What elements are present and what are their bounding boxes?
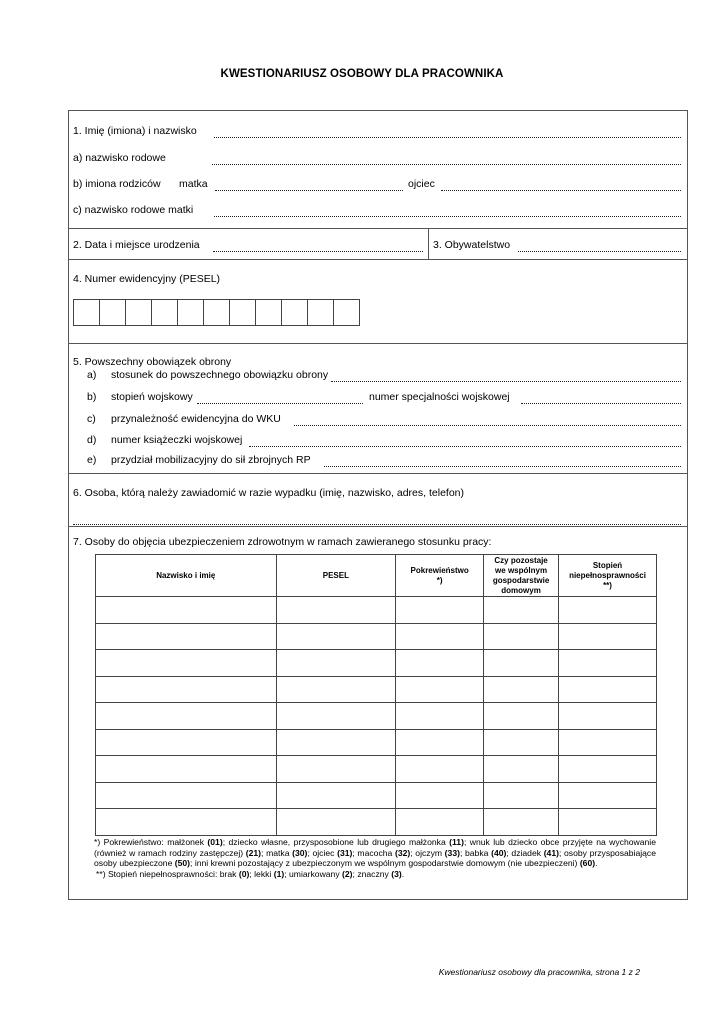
col-kinship-header: Pokrewieństwo *): [396, 555, 484, 597]
table-cell[interactable]: [276, 650, 396, 677]
footnote-text: **) Stopień niepełnosprawności: brak: [96, 868, 239, 879]
father-name-field[interactable]: [441, 180, 681, 191]
table-cell[interactable]: [276, 597, 396, 624]
pesel-digit-box[interactable]: [333, 299, 360, 326]
father-label: ojciec: [408, 178, 435, 190]
footnote-code: (60): [579, 858, 596, 869]
table-cell[interactable]: [559, 623, 657, 650]
table-cell[interactable]: [276, 809, 396, 836]
table-row: [96, 623, 657, 650]
wku-registration-label: przynależność ewidencyjna do WKU: [111, 413, 281, 425]
table-row: [96, 597, 657, 624]
footnote-text: ; ojciec: [307, 847, 338, 858]
pesel-digit-box[interactable]: [125, 299, 152, 326]
table-cell[interactable]: [559, 676, 657, 703]
table-cell[interactable]: [276, 729, 396, 756]
footnote-code: (01): [207, 837, 223, 847]
pesel-boxes: [73, 299, 360, 326]
pesel-digit-box[interactable]: [203, 299, 230, 326]
table-cell[interactable]: [396, 597, 484, 624]
table-cell[interactable]: [396, 729, 484, 756]
defense-item-letter: e): [87, 454, 97, 466]
pesel-digit-box[interactable]: [281, 299, 308, 326]
footnote-text: .: [401, 868, 405, 879]
table-cell[interactable]: [96, 597, 277, 624]
military-specialty-field[interactable]: [521, 393, 681, 404]
pesel-digit-box[interactable]: [177, 299, 204, 326]
divider: [69, 228, 687, 229]
table-cell[interactable]: [396, 782, 484, 809]
table-cell[interactable]: [96, 676, 277, 703]
page-footer: Kwestionariusz osobowy dla pracownika, strona 1 z 2: [438, 967, 640, 977]
table-cell[interactable]: [396, 756, 484, 783]
table-cell[interactable]: [96, 809, 277, 836]
table-cell[interactable]: [559, 650, 657, 677]
military-specialty-label: numer specjalności wojskowej: [369, 391, 510, 403]
table-cell[interactable]: [96, 623, 277, 650]
table-cell[interactable]: [484, 729, 559, 756]
footnote-text: *) Pokrewieństwo: małżonek: [94, 837, 208, 847]
kinship-footnote: [94, 837, 656, 869]
table-cell[interactable]: [484, 676, 559, 703]
mother-maiden-name-label: c) nazwisko rodowe matki: [73, 204, 194, 216]
table-cell[interactable]: [396, 809, 484, 836]
footnote-text: ; lekki: [249, 868, 274, 879]
footnote-text: ; babka: [459, 847, 492, 858]
footnote-code: (33): [444, 847, 460, 858]
table-cell[interactable]: [559, 729, 657, 756]
defense-attitude-field[interactable]: [331, 371, 681, 382]
footnote-code: (11): [449, 837, 464, 847]
footnote-text: ; matka: [261, 847, 293, 858]
col-household-header: Czy pozostaje we wspólnym gospodarstwie domowym: [484, 555, 559, 597]
birth-date-place-label: 2. Data i miejsce urodzenia: [73, 239, 200, 251]
table-cell[interactable]: [276, 756, 396, 783]
divider: [428, 228, 429, 259]
footnote-text: ; umiarkowany: [284, 868, 343, 879]
military-booklet-label: numer książeczki wojskowej: [111, 434, 243, 446]
defense-duty-label: 5. Powszechny obowiązek obrony: [73, 356, 232, 368]
divider: [69, 473, 687, 474]
emergency-contact-field[interactable]: [73, 514, 681, 525]
citizenship-field[interactable]: [518, 241, 681, 252]
footnote-code: (30): [292, 847, 308, 858]
table-row: [96, 729, 657, 756]
defense-item-letter: c): [87, 413, 96, 425]
table-cell[interactable]: [559, 597, 657, 624]
divider: [69, 526, 687, 527]
emergency-contact-label: 6. Osoba, którą należy zawiadomić w razie wypadku (imię, nazwisko, adres, telefon): [73, 487, 465, 499]
insured-persons-label: 7. Osoby do objęcia ubezpieczeniem zdrowotnym w ramach zawieranego stosunku pracy:: [73, 536, 492, 548]
footnote-code: (31): [337, 847, 353, 858]
table-row: [96, 676, 657, 703]
footnote-text: ; ojczym: [410, 847, 445, 858]
military-rank-field[interactable]: [197, 393, 363, 404]
pesel-digit-box[interactable]: [255, 299, 282, 326]
footnotes: [94, 837, 656, 879]
footnote-code: (21): [245, 847, 262, 858]
table-row: [96, 703, 657, 730]
footnote-text: ; dziecko własne, przysposobione lub drugiego małżonka: [222, 837, 450, 847]
defense-attitude-label: stosunek do powszechnego obowiązku obrony: [111, 369, 329, 381]
mother-name-field[interactable]: [215, 180, 403, 191]
footnote-text: ; osoby przysposabiające osoby ubezpieczone: [94, 847, 656, 869]
table-cell[interactable]: [276, 782, 396, 809]
table-cell[interactable]: [559, 782, 657, 809]
col-name-header: Nazwisko i imię: [96, 555, 277, 597]
divider: [69, 259, 687, 260]
footnote-text: ; macocha: [352, 847, 395, 858]
birth-date-place-field[interactable]: [213, 241, 423, 252]
table-cell[interactable]: [396, 703, 484, 730]
table-row: [96, 650, 657, 677]
col-disability-header: Stopień niepełnosprawności **): [559, 555, 657, 597]
mother-maiden-name-field[interactable]: [214, 206, 681, 217]
table-cell[interactable]: [484, 650, 559, 677]
military-rank-label: stopień wojskowy: [111, 391, 193, 403]
footnote-text: ; dziadek: [506, 847, 544, 858]
table-header-row: [96, 555, 657, 597]
footnote-code: (2): [342, 868, 353, 879]
pesel-digit-box[interactable]: [307, 299, 334, 326]
table-cell[interactable]: [96, 756, 277, 783]
footnote-code: (41): [543, 847, 559, 858]
table-row: [96, 809, 657, 836]
military-booklet-field[interactable]: [249, 436, 681, 447]
footnote-code: (3): [391, 868, 402, 879]
defense-item-letter: a): [87, 369, 97, 381]
table-cell[interactable]: [276, 703, 396, 730]
table-cell[interactable]: [559, 809, 657, 836]
table-cell[interactable]: [484, 756, 559, 783]
defense-item-letter: b): [87, 391, 97, 403]
footnote-text: .: [595, 858, 598, 869]
questionnaire-form: [68, 110, 688, 900]
table-cell[interactable]: [96, 650, 277, 677]
table-cell[interactable]: [276, 623, 396, 650]
document-title: KWESTIONARIUSZ OSOBOWY DLA PRACOWNIKA: [220, 68, 504, 80]
table-cell[interactable]: [559, 703, 657, 730]
col-pesel-header: PESEL: [276, 555, 396, 597]
mobilization-assignment-field[interactable]: [324, 456, 681, 467]
footnote-text: ; inni krewni pozostający z ubezpieczonym we wspólnym gospodarstwie domowym (nie ubezpieczeni): [190, 858, 580, 869]
parents-names-label: b) imiona rodziców: [73, 178, 161, 190]
footnote-code: (50): [174, 858, 191, 869]
disability-footnote: [94, 869, 656, 880]
defense-item-letter: d): [87, 434, 97, 446]
full-name-label: 1. Imię (imiona) i nazwisko: [73, 125, 197, 137]
footnote-text: ; znaczny: [352, 868, 392, 879]
table-cell[interactable]: [276, 676, 396, 703]
table-cell[interactable]: [484, 597, 559, 624]
pesel-label: 4. Numer ewidencyjny (PESEL): [73, 273, 221, 285]
maiden-name-field[interactable]: [212, 154, 681, 165]
table-cell[interactable]: [484, 623, 559, 650]
mother-label: matka: [179, 178, 208, 190]
maiden-name-label: a) nazwisko rodowe: [73, 152, 166, 164]
divider: [69, 343, 687, 344]
footnote-code: (40): [491, 847, 507, 858]
wku-registration-field[interactable]: [294, 415, 681, 426]
pesel-digit-box[interactable]: [151, 299, 178, 326]
footnote-code: (32): [394, 847, 411, 858]
table-cell[interactable]: [396, 676, 484, 703]
table-cell[interactable]: [96, 703, 277, 730]
citizenship-label: 3. Obywatelstwo: [433, 239, 511, 251]
table-row: [96, 756, 657, 783]
footnote-code: (0): [238, 868, 250, 879]
pesel-digit-box[interactable]: [229, 299, 256, 326]
full-name-field[interactable]: [214, 127, 681, 138]
footnote-text: ; wnuk lub dziecko obce przyjęte na wychowanie (również w ramach rodziny zastępczej): [94, 837, 656, 858]
table-cell[interactable]: [396, 623, 484, 650]
pesel-digit-box[interactable]: [99, 299, 126, 326]
table-cell[interactable]: [484, 809, 559, 836]
table-row: [96, 782, 657, 809]
pesel-digit-box[interactable]: [73, 299, 100, 326]
table-cell[interactable]: [484, 703, 559, 730]
table-cell[interactable]: [96, 782, 277, 809]
footnote-code: (1): [273, 868, 285, 879]
mobilization-assignment-label: przydział mobilizacyjny do sił zbrojnych RP: [111, 454, 311, 466]
insured-persons-table: [95, 554, 657, 836]
table-cell[interactable]: [96, 729, 277, 756]
table-cell[interactable]: [484, 782, 559, 809]
table-cell[interactable]: [559, 756, 657, 783]
table-cell[interactable]: [396, 650, 484, 677]
